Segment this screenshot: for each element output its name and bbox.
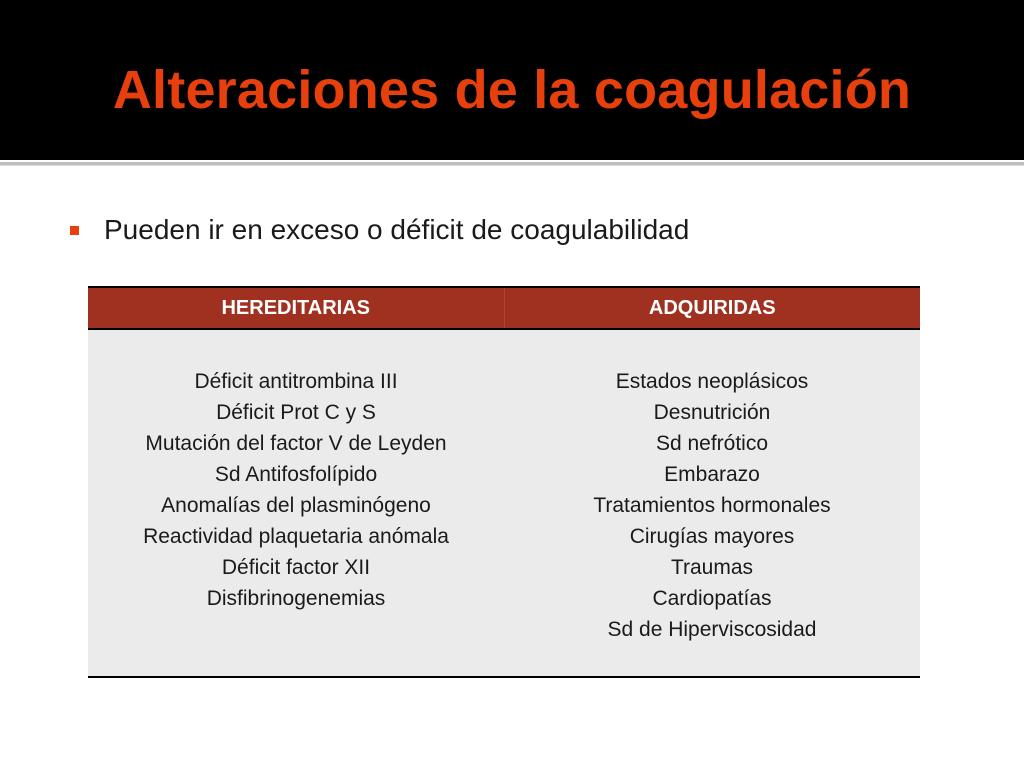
adquirida-item: Cirugías mayores [629,525,795,548]
adquirida-item: Estados neoplásicos [615,370,809,393]
hereditarias-cell [88,330,504,676]
hereditaria-item: Disfibrinogenemias [206,587,386,610]
hereditaria-item: Reactividad plaquetaria anómala [143,525,449,548]
bullet-text: Pueden ir en exceso o déficit de coagulabilidad [104,214,690,245]
table-bottom-border [88,676,920,678]
title-divider-shadow [0,165,1024,166]
adquirida-item: Tratamientos hormonales [593,494,831,517]
adquirida-item: Cardiopatías [652,587,772,610]
adquirida-item: Embarazo [664,463,760,486]
comparison-table [88,286,920,678]
adquirida-item: Sd de Hiperviscosidad [607,618,817,641]
table-header-row [88,288,920,328]
hereditaria-item: Anomalías del plasminógeno [161,494,431,517]
table-body-row [88,330,920,676]
hereditaria-item: Déficit Prot C y S [216,401,376,424]
hereditaria-item: Sd Antifosfolípido [214,463,378,486]
bullet-item [70,210,689,250]
hereditaria-item: Déficit antitrombina III [194,370,398,393]
header-adquiridas: ADQUIRIDAS [648,296,776,319]
adquirida-item: Traumas [670,556,754,579]
square-bullet-icon [70,226,79,235]
slide-title: Alteraciones de la coagulación [112,60,912,120]
header-hereditarias: HEREDITARIAS [88,288,505,328]
hereditaria-item: Déficit factor XII [221,556,371,579]
title-bar [0,0,1024,160]
adquirida-item: Desnutrición [653,401,771,424]
adquiridas-cell [504,330,920,676]
hereditaria-item: Mutación del factor V de Leyden [145,432,447,455]
adquirida-item: Sd nefrótico [655,432,769,455]
